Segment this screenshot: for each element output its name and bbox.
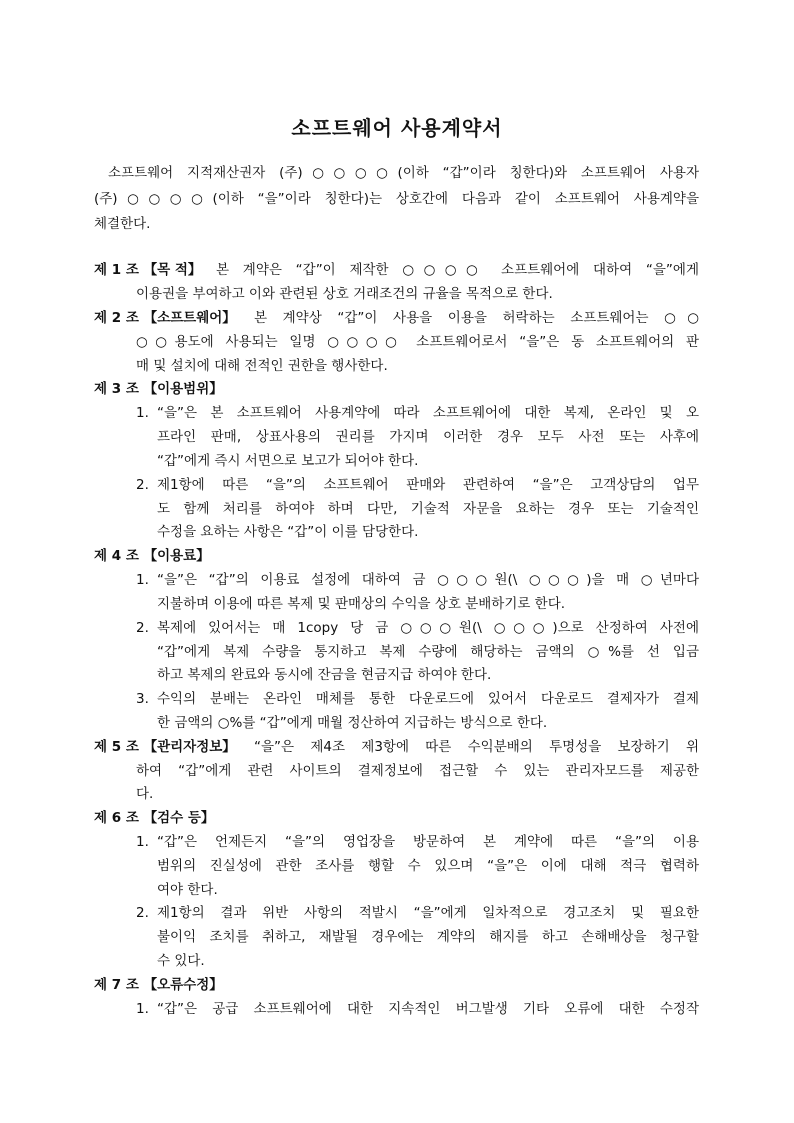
item-number: 1. — [136, 572, 149, 588]
article-heading: 【이용료】 — [143, 548, 210, 564]
article-text: 매 및 설치에 대해 전적인 권한을 행사한다. — [136, 358, 388, 374]
article-text: 본 계약상 “갑”이 사용을 이용을 허락하는 소프트웨어는 ○○ — [254, 310, 699, 326]
item-text: “갑”에게 즉시 서면으로 보고가 되어야 한다. — [157, 453, 419, 469]
preamble-line: 체결한다. — [94, 216, 151, 232]
article-heading: 【소프트웨어】 — [143, 310, 236, 326]
item-text: 제1항에 따른 “을”의 소프트웨어 판매와 관련하여 “을”은 고객상담의 업무 — [157, 477, 699, 493]
article-label: 제 4 조 — [94, 548, 139, 564]
item-text: 불이익 조치를 취하고, 재발될 경우에는 계약의 해지를 하고 손해배상을 청구할 — [157, 929, 699, 945]
item-text: 지불하며 이용에 따른 복제 및 판매상의 수익을 상호 분배하기로 한다. — [157, 596, 566, 612]
article-text: 하여 “갑”에게 관련 사이트의 결제정보에 접근할 수 있는 관리자모드를 제공한 — [136, 763, 699, 779]
article-text: “을”은 제4조 제3항에 따른 수익분배의 투명성을 보장하기 위 — [254, 739, 699, 755]
article-1-header — [94, 261, 201, 279]
article-text: 이용권을 부여하고 이와 관련된 상호 거래조건의 규율을 목적으로 한다. — [136, 286, 553, 302]
article-text: 다. — [136, 786, 154, 802]
item-text: “을”은 “갑”의 이용료 설정에 대하여 금 ○○○원(\ ○○○)을 매 ○년마다 — [157, 572, 699, 588]
item-text: 제1항의 결과 위반 사항의 적발시 “을”에게 일차적으로 경고조치 및 필요한 — [157, 905, 699, 921]
item-number: 1. — [136, 405, 149, 421]
item-text: 복제에 있어서는 매 1copy 당 금 ○○○원(\ ○○○)으로 산정하여 사전에 — [157, 620, 699, 636]
item-number: 3. — [136, 691, 149, 707]
article-heading: 【이용범위】 — [143, 381, 223, 397]
article-text: ○○용도에 사용되는 일명 ○○○○ 소프트웨어로서 “을”은 동 소프트웨어의 판 — [136, 334, 699, 350]
item-text: “갑”은 언제든지 “을”의 영업장을 방문하여 본 계약에 따른 “을”의 이용 — [157, 834, 699, 850]
item-text: “을”은 본 소프트웨어 사용계약에 따라 소프트웨어에 대한 복제, 온라인 및 오 — [157, 405, 699, 421]
article-3-header — [94, 380, 223, 398]
item-text: 수정을 요하는 사항은 “갑”이 이를 담당한다. — [157, 524, 419, 540]
item-text: 하고 복제의 완료와 동시에 잔금을 현금지급 하여야 한다. — [157, 667, 492, 683]
item-number: 2. — [136, 477, 149, 493]
article-6-header — [94, 809, 214, 827]
article-heading: 【목 적】 — [143, 262, 202, 278]
article-heading: 【관리자정보】 — [143, 739, 236, 755]
document-title: 소프트웨어 사용계약서 — [291, 116, 503, 140]
article-2-header — [94, 309, 236, 327]
item-text: 도 함께 처리를 하여야 하며 다만, 기술적 자문을 요하는 경우 또는 기술적인 — [157, 501, 699, 517]
article-label: 제 6 조 — [94, 810, 139, 826]
item-text: 수익의 분배는 온라인 매체를 통한 다운로드에 있어서 다운로드 결제자가 결제 — [157, 691, 699, 707]
item-text: 여야 한다. — [157, 882, 218, 898]
item-number: 2. — [136, 905, 149, 921]
item-number: 1. — [136, 1001, 149, 1017]
article-5-header — [94, 738, 236, 756]
preamble-line: 소프트웨어 지적재산권자 (주)○○○○(이하 “갑”이라 칭한다)와 소프트웨어 사용자 — [108, 165, 699, 181]
item-text: “갑”에게 복제 수량을 통지하고 복제 수량에 해당하는 금액의 ○%를 선 입금 — [157, 644, 699, 660]
item-text: 범위의 진실성에 관한 조사를 행할 수 있으며 “을”은 이에 대해 적극 협력하 — [157, 858, 699, 874]
item-text: 수 있다. — [157, 953, 205, 969]
item-text: “갑”은 공급 소프트웨어에 대한 지속적인 버그발생 기타 오류에 대한 수정작 — [157, 1001, 699, 1017]
article-label: 제 7 조 — [94, 977, 139, 993]
article-label: 제 1 조 — [94, 262, 139, 278]
article-label: 제 3 조 — [94, 381, 139, 397]
article-heading: 【검수 등】 — [143, 810, 215, 826]
item-text: 한 금액의 ○%를 “갑”에게 매월 정산하여 지급하는 방식으로 한다. — [157, 715, 548, 731]
item-number: 1. — [136, 834, 149, 850]
article-label: 제 2 조 — [94, 310, 139, 326]
article-text: 본 계약은 “갑”이 제작한 ○○○○ 소프트웨어에 대하여 “을”에게 — [216, 262, 699, 278]
article-heading: 【오류수정】 — [143, 977, 223, 993]
article-4-header — [94, 547, 210, 565]
item-text: 프라인 판매, 상표사용의 권리를 가지며 이러한 경우 모두 사전 또는 사후에 — [157, 429, 699, 445]
preamble-line: (주)○○○○(이하 “을”이라 칭한다)는 상호간에 다음과 같이 소프트웨어 사용계약을 — [94, 191, 699, 207]
item-number: 2. — [136, 620, 149, 636]
article-label: 제 5 조 — [94, 739, 139, 755]
article-7-header — [94, 976, 223, 994]
